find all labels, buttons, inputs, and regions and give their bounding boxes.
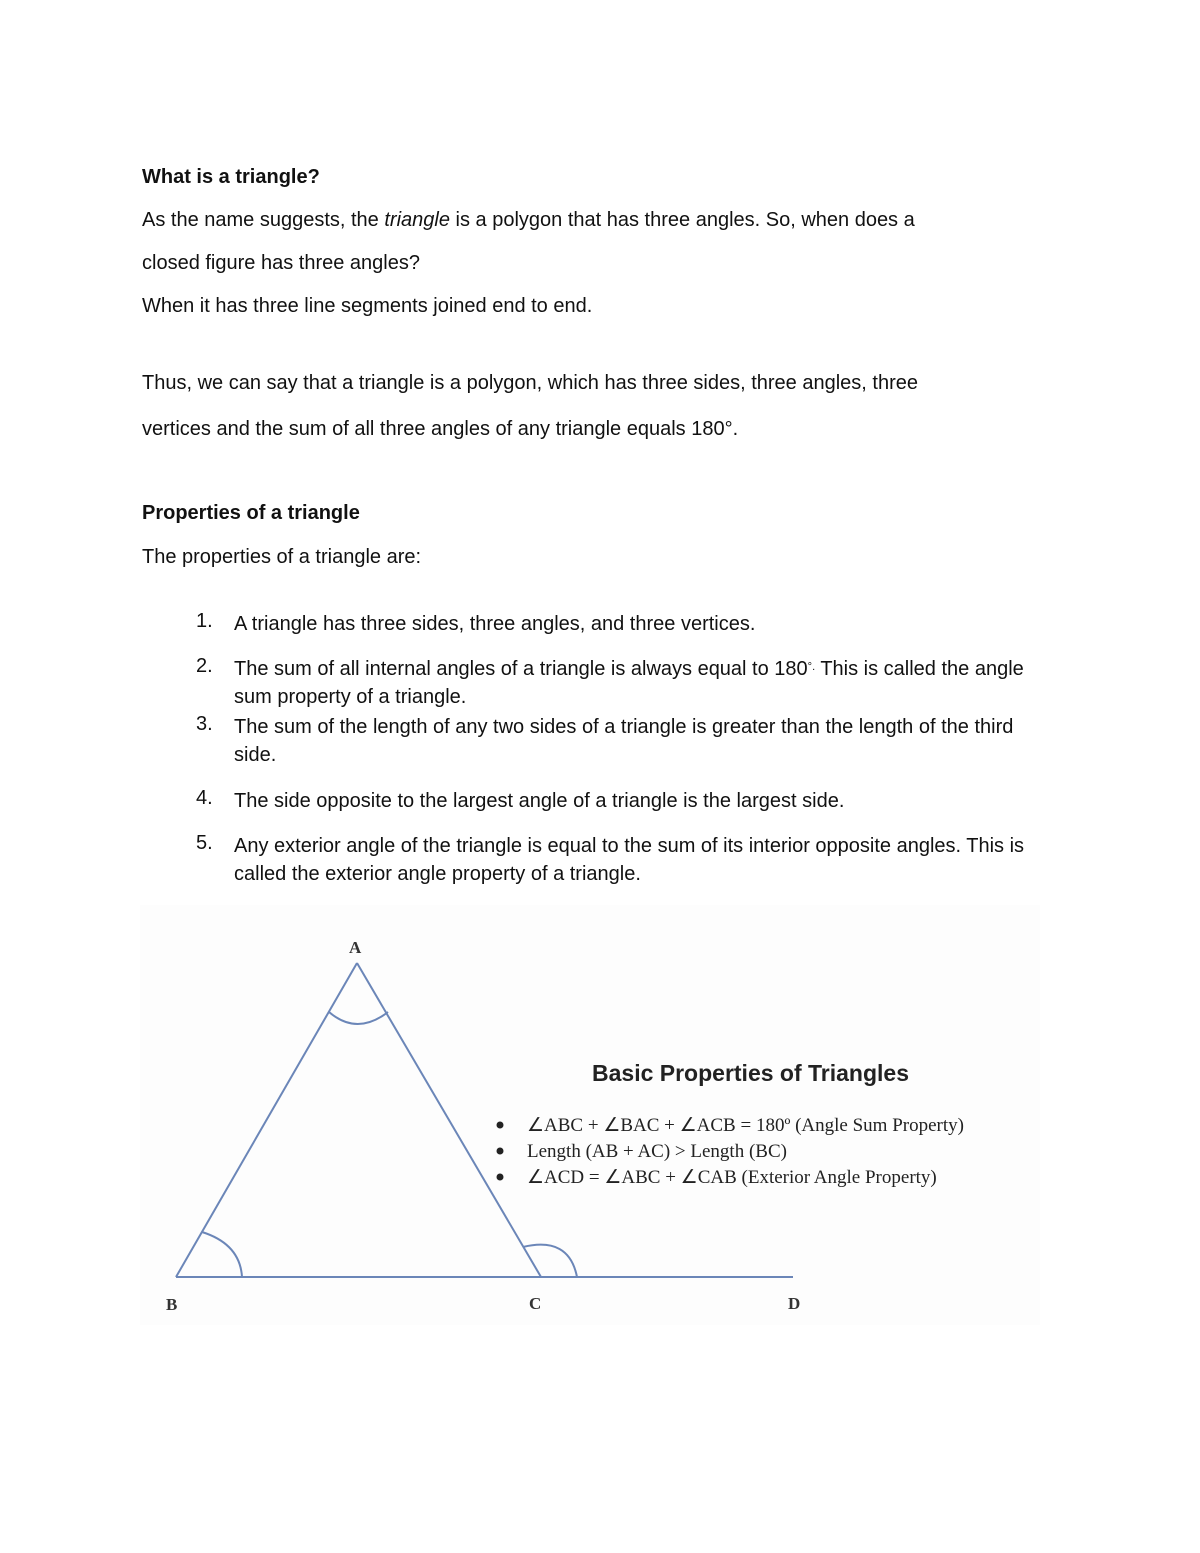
list-text: A triangle has three sides, three angles, and three vertices. bbox=[234, 613, 756, 635]
text-span: The sum of all internal angles of a triangle is always equal to 180 bbox=[234, 658, 808, 680]
figure-bullet-exterior-angle: ∠ACD = ∠ABC + ∠CAB (Exterior Angle Property) bbox=[527, 1167, 937, 1188]
paragraph-line: When it has three line segments joined end to end. bbox=[142, 295, 593, 317]
list-text: The side opposite to the largest angle of a triangle is the largest side. bbox=[234, 790, 845, 812]
list-number: 3. bbox=[196, 713, 213, 735]
emphasis-triangle: triangle bbox=[384, 209, 450, 231]
list-number: 4. bbox=[196, 787, 213, 809]
paragraph-line: vertices and the sum of all three angles of any triangle equals 180°. bbox=[142, 418, 739, 440]
heading-properties: Properties of a triangle bbox=[142, 502, 360, 524]
paragraph-line: closed figure has three angles? bbox=[142, 252, 420, 274]
bullet-dot bbox=[497, 1174, 504, 1181]
figure-bullet-length: Length (AB + AC) > Length (BC) bbox=[527, 1141, 787, 1162]
bullet-dot bbox=[497, 1122, 504, 1129]
properties-intro: The properties of a triangle are: bbox=[142, 546, 422, 568]
list-number: 5. bbox=[196, 832, 213, 854]
text-span: As the name suggests, the bbox=[142, 209, 385, 231]
heading-what-is-triangle: What is a triangle? bbox=[142, 166, 320, 188]
superscript: °. bbox=[807, 661, 816, 673]
list-number: 2. bbox=[196, 655, 213, 677]
bullet-dot bbox=[497, 1148, 504, 1155]
figure-title: Basic Properties of Triangles bbox=[592, 1060, 910, 1086]
list-text: Any exterior angle of the triangle is equal to the sum of its interior opposite angles. This is called the exterior angle property of a triangle. bbox=[234, 835, 1025, 885]
list-text: The sum of the length of any two sides of a triangle is greater than the length of the third side. bbox=[234, 716, 1014, 766]
text-span: This is called the angle sum property of a triangle. bbox=[234, 658, 1024, 708]
figure-bullet-angle-sum: ∠ABC + ∠BAC + ∠ACB = 180º (Angle Sum Property) bbox=[527, 1115, 964, 1136]
vertex-label-a: A bbox=[349, 938, 362, 957]
paragraph-line: Thus, we can say that a triangle is a polygon, which has three sides, three angles, three bbox=[142, 372, 918, 394]
vertex-label-b: B bbox=[166, 1295, 178, 1314]
vertex-label-d: D bbox=[788, 1294, 801, 1313]
list-number: 1. bbox=[196, 610, 213, 632]
text-span: is a polygon that has three angles. So, when does a bbox=[449, 209, 915, 231]
vertex-label-c: C bbox=[529, 1294, 542, 1313]
